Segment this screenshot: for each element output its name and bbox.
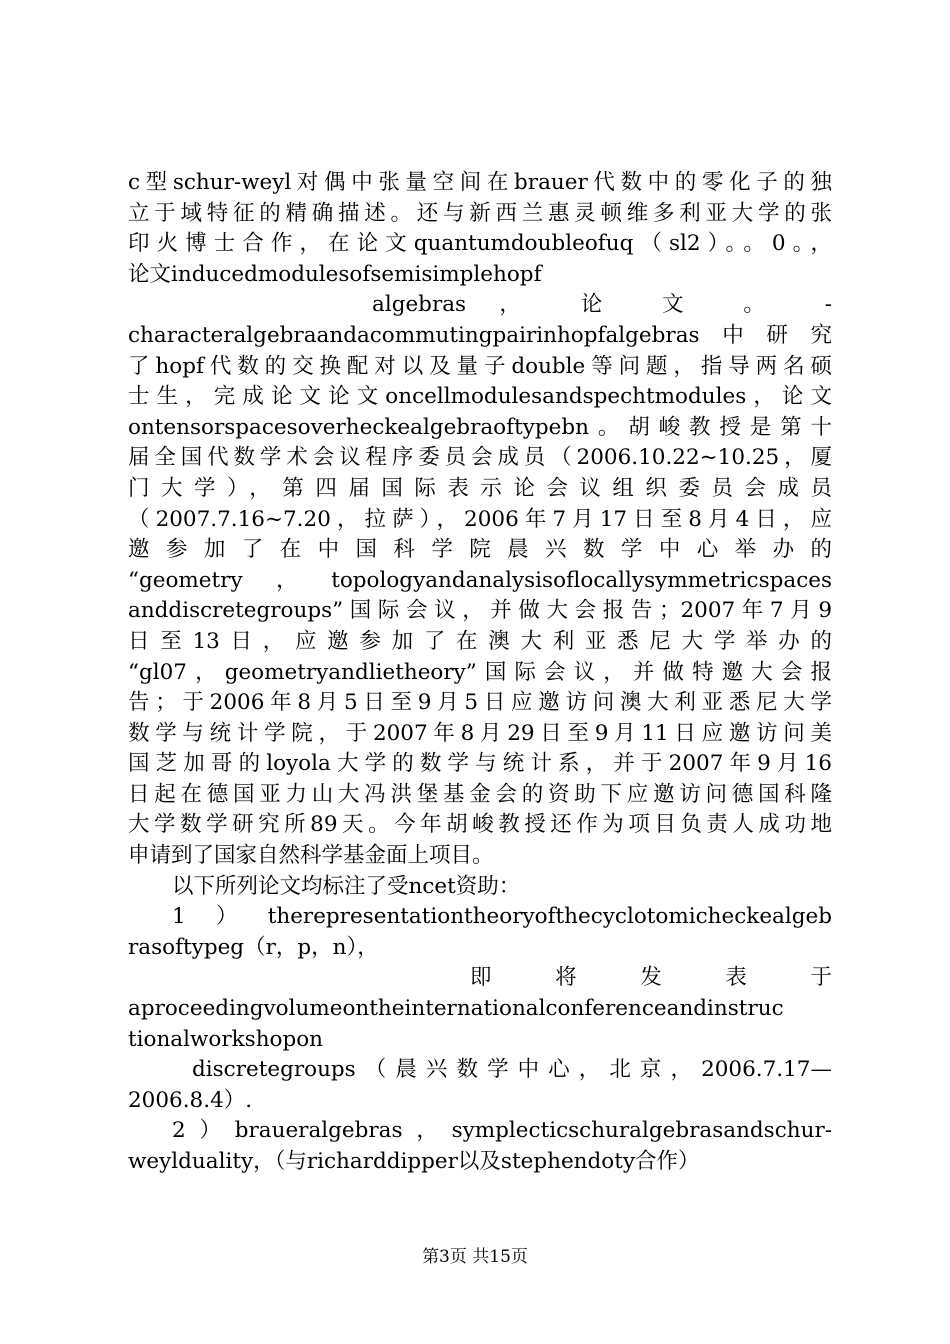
text-line: rasoftypeg（r，p，n）， xyxy=(128,934,379,960)
text-line: “gl07，geometryandlietheory”国际会议，并做特邀大会报 xyxy=(128,659,832,685)
text-line: 日起在德国亚力山大冯洪堡基金会的资助下应邀访问德国科隆 xyxy=(128,781,832,807)
text-line: （2007.7.16~7.20，拉萨），2006年7月17日至8月4日，应 xyxy=(128,506,832,532)
text-line: characteralgebraandacommutingpairinhopfalgebras中研究 xyxy=(128,322,832,348)
text-line: 1）therepresentationtheoryofthecyclotomicheckealgeb xyxy=(172,904,832,930)
text-line: 日至13日，应邀参加了在澳大利亚悉尼大学举办的 xyxy=(128,628,832,654)
text-line: weylduality，（与richarddipper以及stephendoty合作） xyxy=(128,1149,700,1174)
text-line: 印火博士合作，在论文quantumdoubleofuq（sl2）。。0。， xyxy=(128,231,832,257)
text-line: 门大学），第四届国际表示论会议组织委员会成员 xyxy=(128,475,832,501)
text-line: tionalworkshopon xyxy=(128,1026,324,1052)
text-line: 届全国代数学术会议程序委员会成员（2006.10.22~10.25，厦 xyxy=(128,445,832,471)
text-line: algebras ， 论 文 。 - xyxy=(372,292,832,318)
page-number: 第3页 共15页 xyxy=(422,1247,528,1267)
document-body xyxy=(128,168,832,1178)
text-line: 申请到了国家自然科学基金面上项目。 xyxy=(128,843,494,869)
text-line: 2006.8.4）. xyxy=(128,1087,253,1113)
text-line: 即 将 发 表 于 xyxy=(470,965,832,991)
text-line: ontensorspacesoverheckealgebraoftypebn。胡峻教授是第十 xyxy=(128,414,832,440)
text-line: aproceedingvolumeontheinternationalconferenceandinstruc xyxy=(128,996,784,1022)
text-line: 国芝加哥的loyola大学的数学与统计系，并于2007年9月16 xyxy=(128,751,832,777)
text-line: 2）braueralgebras，symplecticschuralgebrasandschur- xyxy=(172,1118,832,1144)
text-line: 论文inducedmodulesofsemisimplehopf xyxy=(128,261,542,287)
text-line: discretegroups（晨兴数学中心，北京，2006.7.17— xyxy=(192,1057,832,1083)
text-line: 立于域特征的精确描述。还与新西兰惠灵顿维多利亚大学的张 xyxy=(128,200,832,226)
text-line: 了hopf代数的交换配对以及量子double等问题，指导两名硕 xyxy=(128,353,832,379)
text-line: c型schur-weyl对偶中张量空间在brauer代数中的零化子的独 xyxy=(128,170,832,195)
text-line: 邀参加了在中国科学院晨兴数学中心举办的 xyxy=(128,537,832,563)
text-line: anddiscretegroups”国际会议，并做大会报告；2007年7月9 xyxy=(128,598,832,624)
text-line: 士生，完成论文论文oncellmodulesandspechtmodules，论文 xyxy=(128,384,832,410)
text-line: 大学数学研究所89天。今年胡峻教授还作为项目负责人成功地 xyxy=(128,812,832,838)
text-line: “geometry，topologyandanalysisoflocallysymmetricspaces xyxy=(128,567,832,593)
text-line: 告；于2006年8月5日至9月5日应邀访问澳大利亚悉尼大学 xyxy=(128,690,832,716)
text-line: 数学与统计学院，于2007年8月29日至9月11日应邀访问美 xyxy=(128,720,832,746)
text-line: 以下所列论文均标注了受ncet资助： xyxy=(172,873,521,899)
